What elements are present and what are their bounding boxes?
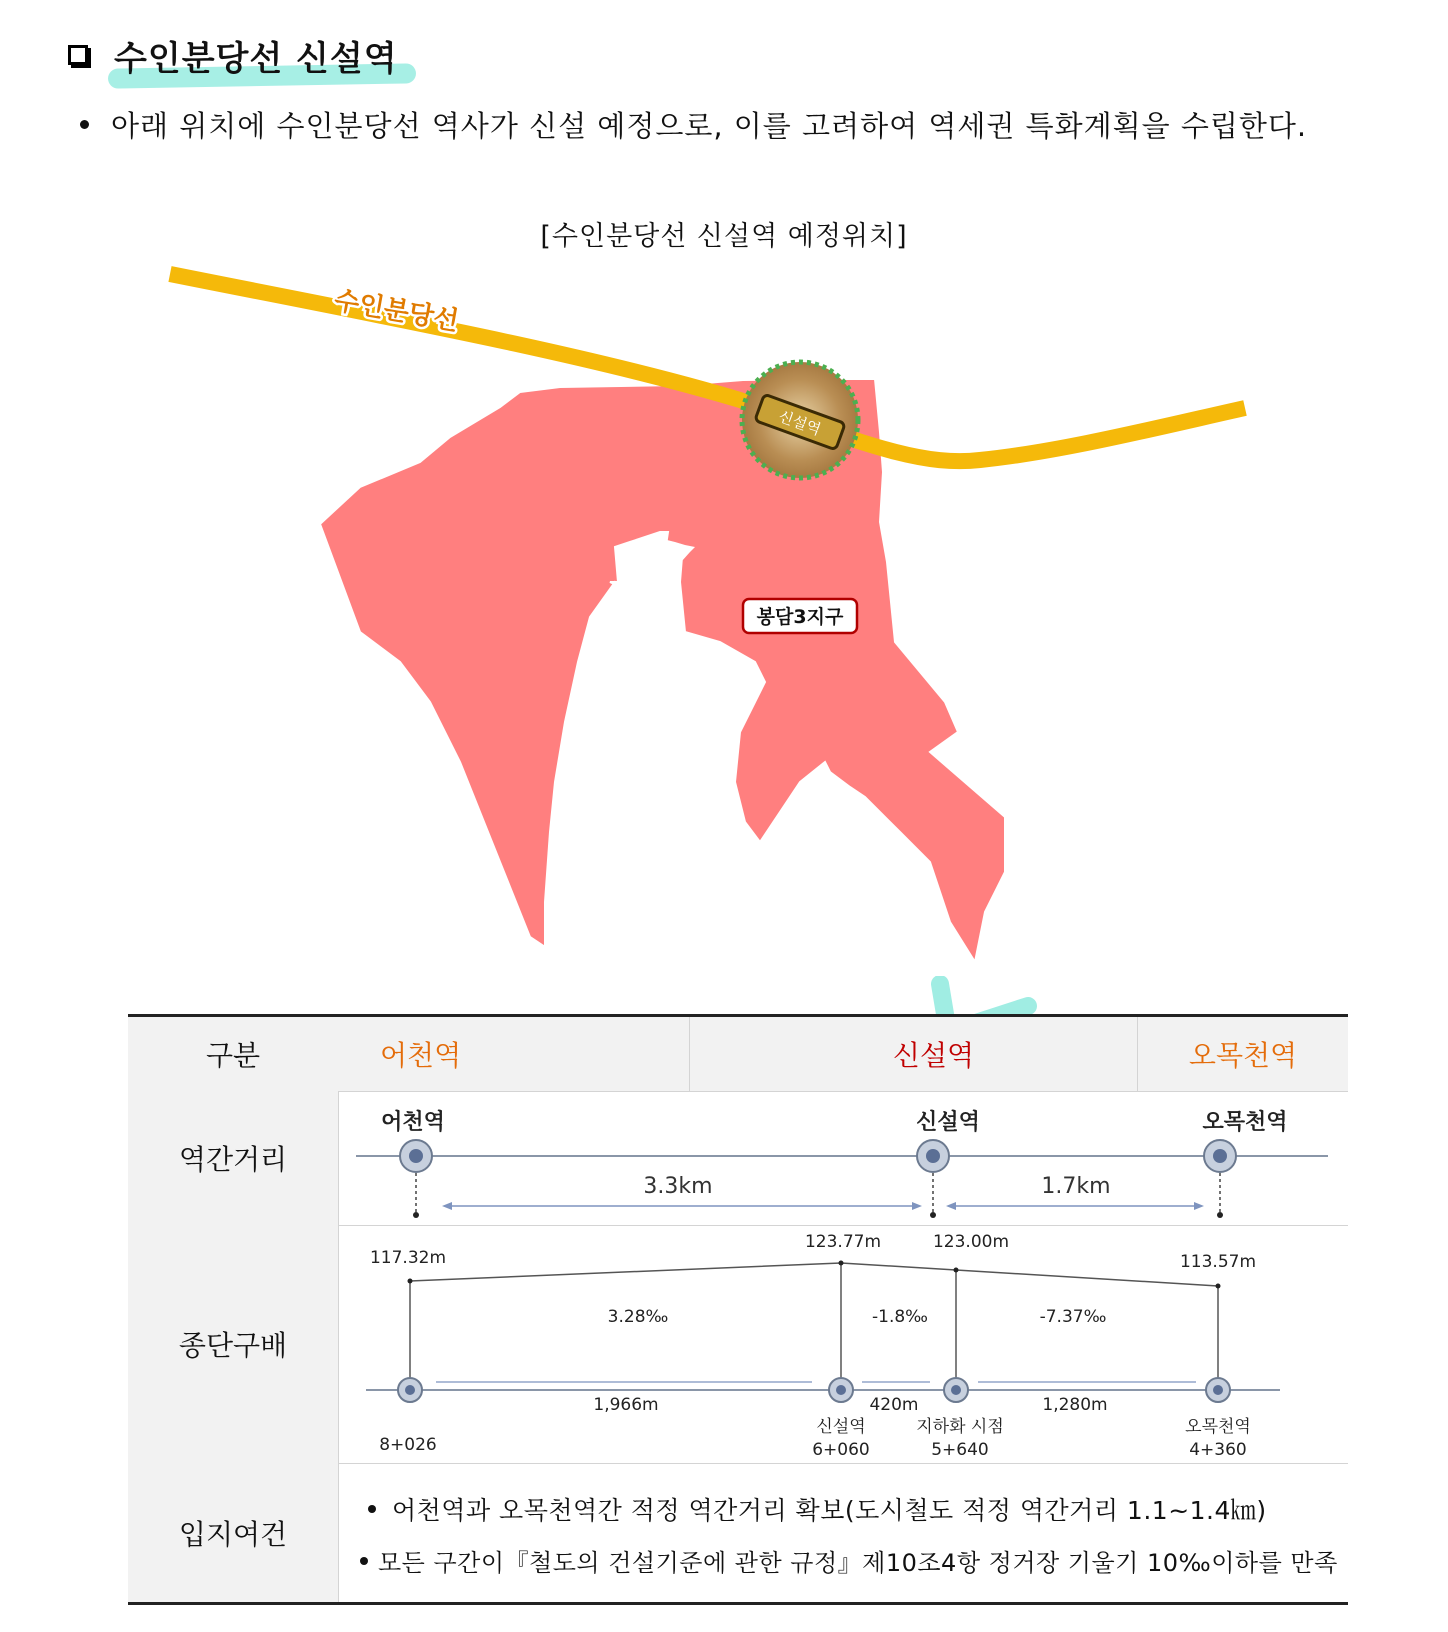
distance-station-3: 오목천역 xyxy=(1202,1110,1288,1135)
gradient-row xyxy=(128,1225,1348,1464)
distance-segment-2: 1.7km xyxy=(1041,1174,1111,1199)
map-caption: [수인분당선 신설역 예정위치] xyxy=(540,221,908,252)
distance-diagram xyxy=(338,1091,1348,1225)
location-label: 입지여건 xyxy=(128,1463,339,1602)
chainage-3: 5+640 xyxy=(931,1440,989,1460)
distance-row xyxy=(128,1091,1348,1226)
bullet-icon xyxy=(360,1557,368,1565)
station-badge-label: 신설역 xyxy=(776,407,824,439)
bullet-icon xyxy=(368,1505,376,1513)
distance-label: 역간거리 xyxy=(128,1091,339,1225)
intro-text: 아래 위치에 수인분당선 역사가 신설 예정으로, 이를 고려하여 역세권 특화계획을 수립한다. xyxy=(111,109,1308,143)
district-label: 봉담3지구 xyxy=(756,606,844,628)
point-name-4: 오목천역 xyxy=(1185,1417,1251,1437)
length-3: 1,280m xyxy=(1042,1395,1108,1415)
elevation-2: 123.77m xyxy=(804,1232,882,1252)
station-table xyxy=(128,1014,1348,1605)
location-row xyxy=(128,1463,1348,1602)
elevation-4: 113.57m xyxy=(1179,1252,1257,1272)
point-name-2: 신설역 xyxy=(816,1417,866,1437)
elevation-1: 117.32m xyxy=(369,1248,447,1268)
section-title: 수인분당선 신설역 xyxy=(114,31,398,80)
point-name-3: 지하화 시점 xyxy=(916,1417,1004,1437)
slope-2: -1.8‰ xyxy=(872,1307,928,1327)
length-1: 1,966m xyxy=(593,1395,659,1415)
distance-station-1: 어천역 xyxy=(381,1110,445,1135)
length-2: 420m xyxy=(869,1395,919,1415)
checkbox-square-icon xyxy=(68,45,88,65)
header-label: 구분 xyxy=(128,1017,339,1091)
section-heading xyxy=(68,30,398,80)
distance-segment-1: 3.3km xyxy=(643,1174,713,1199)
intro-bullet xyxy=(80,104,1307,145)
slope-1: 3.28‰ xyxy=(607,1307,669,1327)
chainage-2: 6+060 xyxy=(812,1440,870,1460)
elevation-3: 123.00m xyxy=(932,1232,1010,1252)
bullet-icon xyxy=(80,120,89,129)
line-label: 수인분당선 xyxy=(331,285,461,337)
table-header-row xyxy=(128,1017,1348,1092)
header-station-b: 신설역 xyxy=(690,1017,1138,1091)
distance-station-2: 신설역 xyxy=(916,1110,980,1135)
location-bullet-2: 모든 구간이『철도의 건설기준에 관한 규정』제10조4항 정거장 기울기 10‰이하를 만족 xyxy=(360,1543,1338,1578)
chainage-4: 4+360 xyxy=(1189,1440,1247,1460)
header-station-a: 어천역 xyxy=(338,1017,690,1091)
location-map xyxy=(160,262,1290,962)
gradient-diagram xyxy=(338,1225,1348,1463)
chainage-1: 8+026 xyxy=(379,1435,437,1455)
location-bullet-1: 어천역과 오목천역간 적정 역간거리 확보(도시철도 적정 역간거리 1.1~1.4㎞) xyxy=(368,1491,1267,1527)
district-area xyxy=(320,379,1005,962)
header-station-c: 오목천역 xyxy=(1138,1017,1348,1091)
slope-3: -7.37‰ xyxy=(1039,1307,1107,1327)
gradient-label: 종단구배 xyxy=(128,1225,339,1463)
